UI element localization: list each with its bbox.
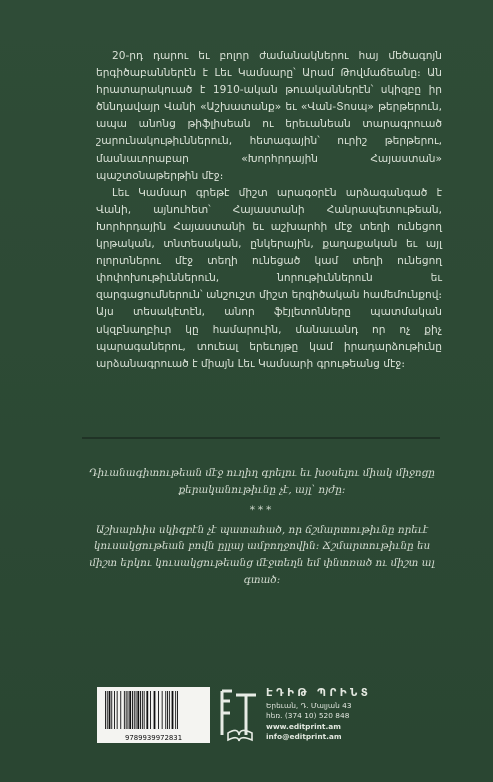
author-quotes <box>86 465 438 588</box>
quote-diplomacy: Դիւանագիտութեան մէջ ուղիղ գրելու եւ խօսելու միակ միջոցը քերականութիւնը չէ, այլ՝ ոյժը։ <box>89 467 435 496</box>
quote-truth: Աշխարհիս սկիզբէն չէ պատահած, որ ճշմարտութիւնը որեւէ կուսակցութեան բովն ըլլայ ամբողջովին։ Ճշմարտութիւնը ես միշտ երկու կուսակցութեանց մէջտեղն եմ փնտռած ու միշտ ալ գտած։ <box>89 523 435 586</box>
publisher-logo-icon <box>218 687 260 743</box>
publisher-phone: հեռ. (374 10) 520 848 <box>266 711 350 721</box>
publisher-email: info@editprint.am <box>266 732 342 742</box>
publisher-name: ԷԴԻԹ ՊՐԻՆՏ <box>266 688 372 699</box>
section-divider <box>82 437 440 439</box>
isbn-number: 9789939972831 <box>124 733 183 742</box>
publisher-website: www.editprint.am <box>266 721 341 731</box>
isbn-barcode <box>97 687 210 743</box>
asterism-separator: *** <box>249 504 275 517</box>
synopsis-text <box>96 48 442 373</box>
synopsis-paragraph-1: 20-րդ դարու եւ բոլոր ժամանակներու հայ մեծագոյն երգիծաբաններէն է Լեւ Կամսարը՝ Արամ Թովմաճեանը։ Ան հրատարակուած է 1910-ական թուականներէն՝ սկիզբը իր ծննդավայր Վանի «Աշխատանք» եւ «Վան-Տոսպ» թերթերուն, ապա անոնց թիֆլիսեան ու երեւանեան տարագրուած շարունակութիւններուն, հետագային՝ ուրիշ թերթերու, մասնաւորաբար «Խորհրդային Հայաստան» պաշտօնաթերթին մէջ։ <box>96 50 442 182</box>
synopsis-paragraph-2: Լեւ Կամսար գրեթէ միշտ արագօրէն արձագանգած է Վանի, այնուհետ՝ Հայաստանի Հանրապետութեան, Խորհրդային Հայաստանի եւ աշխարհի մէջ տեղի ունեցող կրթական, տնտեսական, ընկերային, քաղաքական եւ այլ ոլորտներու մէջ տեղի ունեցած կամ տեղի ունեցող փոփոխութիւններուն, նորութիւններուն եւ զարգացումներուն՝ անշուշտ միշտ երգիծական համեմունքով։ Այս տեսակէտէն, անոր ֆէյլետոնները պատմական սկզբնաղբիւր կը համարուին, մանաւանդ որ ոչ քիչ պարագաներու, տուեալ երեւոյթը կամ իրադարձութիւնը արձանագրուած է միայն Լեւ Կամսարի գրութեանց մէջ։ <box>96 186 442 370</box>
barcode-bars <box>97 687 210 733</box>
publisher-info <box>266 689 426 743</box>
publisher-address: Երեւան, Դ. Մալյան 43 <box>266 700 352 710</box>
